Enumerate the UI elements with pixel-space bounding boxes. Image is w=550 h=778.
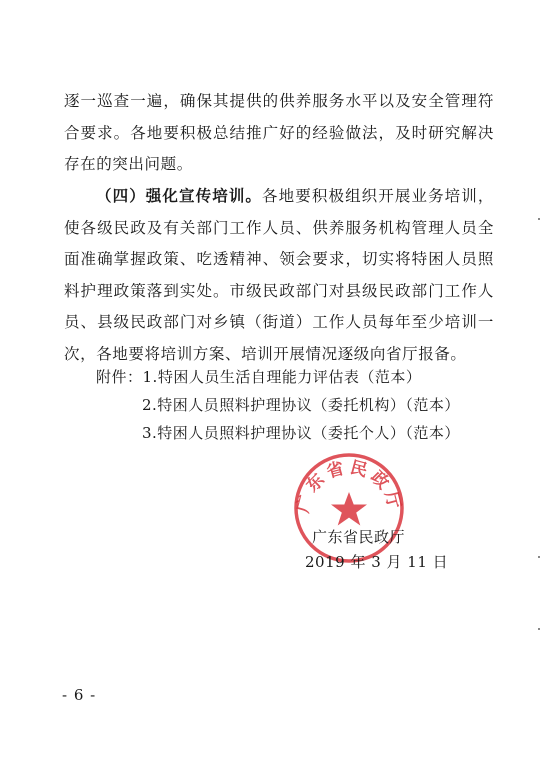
official-seal: [293, 452, 405, 564]
section-heading: （四）强化宣传培训。: [96, 186, 263, 205]
section-text: 各地要积极组织开展业务培训，使各级民政及有关部门工作人员、供养服务机构管理人员全面准确掌握政策、吃透精神、领会要求，切实将特困人员照料护理政策落到实处。市级民政部门对县级民政部门工作人员、县级民政部门对乡镇（街道）工作人员每年至少培训一次，各地要将培训方案、培训开展情况逐级向省厅报备。: [64, 187, 494, 363]
body-paragraph-1: 逐一巡查一遍，确保其提供的供养服务水平以及安全管理符合要求。各地要积极总结推广好的经验做法，及时研究解决存在的突出问题。: [64, 92, 494, 173]
seal-star-icon: [331, 492, 367, 526]
svg-text:广东省民政厅: 广东省民政厅: [293, 457, 405, 515]
scan-mark: [538, 218, 540, 220]
attachment-item-2: 2.特困人员照料护理协议（委托机构）（范本）: [142, 396, 460, 414]
scan-mark: [538, 628, 540, 630]
scan-mark: [538, 556, 540, 558]
issuing-organization: 广东省民政厅: [312, 528, 406, 546]
attachment-item-1: 附件：1.特困人员生活自理能力评估表（范本）: [96, 368, 422, 386]
attachments-label: 附件：: [96, 368, 143, 386]
attachments-list: [96, 363, 460, 447]
body-paragraph-2: [64, 180, 494, 370]
issue-date: 2019 年 3 月 11 日: [305, 553, 449, 571]
attachment-item-3: 3.特困人员照料护理协议（委托个人）（范本）: [142, 424, 460, 442]
page-number: - 6 -: [62, 686, 97, 704]
